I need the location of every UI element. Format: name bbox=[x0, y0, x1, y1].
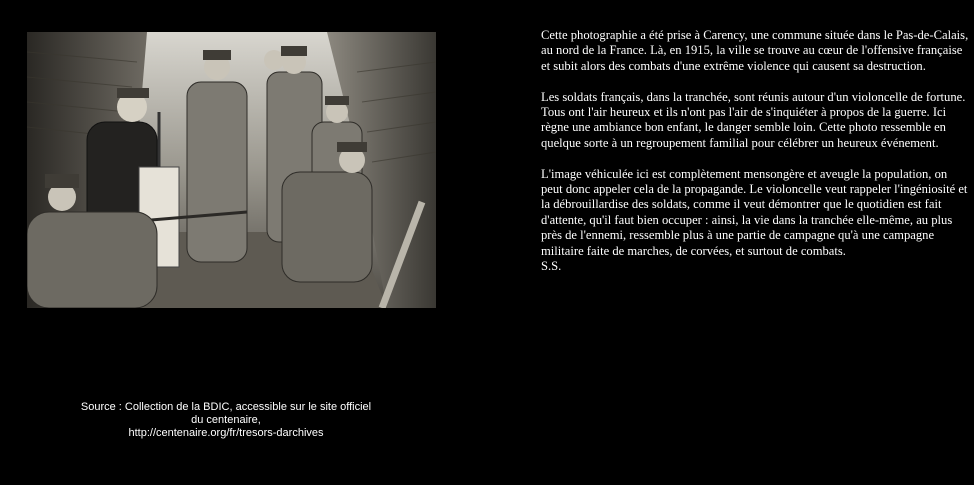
historical-photo bbox=[27, 32, 436, 308]
paragraph-context: Cette photographie a été prise à Carency, une commune située dans le Pas-de-Calais, au nord de la France. Là, en 1915, la ville se trouve au cœur de l'offensive française et subit alors des combats d'une extrême violence qui causent sa destruction. bbox=[541, 28, 969, 73]
article-text bbox=[541, 28, 969, 274]
signature: S.S. bbox=[541, 259, 562, 274]
paragraph-analysis: L'image véhiculée ici est complètement mensongère et aveugle la population, on peut donc appeler cela de la propagande. Le violoncelle veut rappeler l'ingéniosité et la débrouillardise des soldats, comme il veut démontrer que le quotidien est fait d'attente, qu'il faut bien occuper : ainsi, la vie dans la tranchée elle-même, au plus près de l'ennemi, ressemble plus à une partie de campagne qu'à une campagne militaire faite de marches, de corvées, et surtout de combats. bbox=[541, 166, 968, 258]
caption-line-2: du centenaire, bbox=[191, 414, 261, 426]
paragraph-description: Les soldats français, dans la tranchée, sont réunis autour d'un violoncelle de fortune. Tous ont l'air heureux et ils n'ont pas l'air de s'inquiéter à propos de la guerre. Ici règne une ambiance bon enfant, le danger semble loin. Cette photo ressemble en quelque sorte à un regroupement familial pour célébrer un heureux événement. bbox=[541, 89, 966, 150]
photo-source-caption bbox=[40, 401, 412, 440]
caption-line-1: Source : Collection de la BDIC, accessible sur le site officiel bbox=[80, 401, 372, 413]
soldiers-trench-image bbox=[27, 32, 436, 308]
caption-url[interactable]: http://centenaire.org/fr/tresors-darchives bbox=[128, 427, 324, 439]
